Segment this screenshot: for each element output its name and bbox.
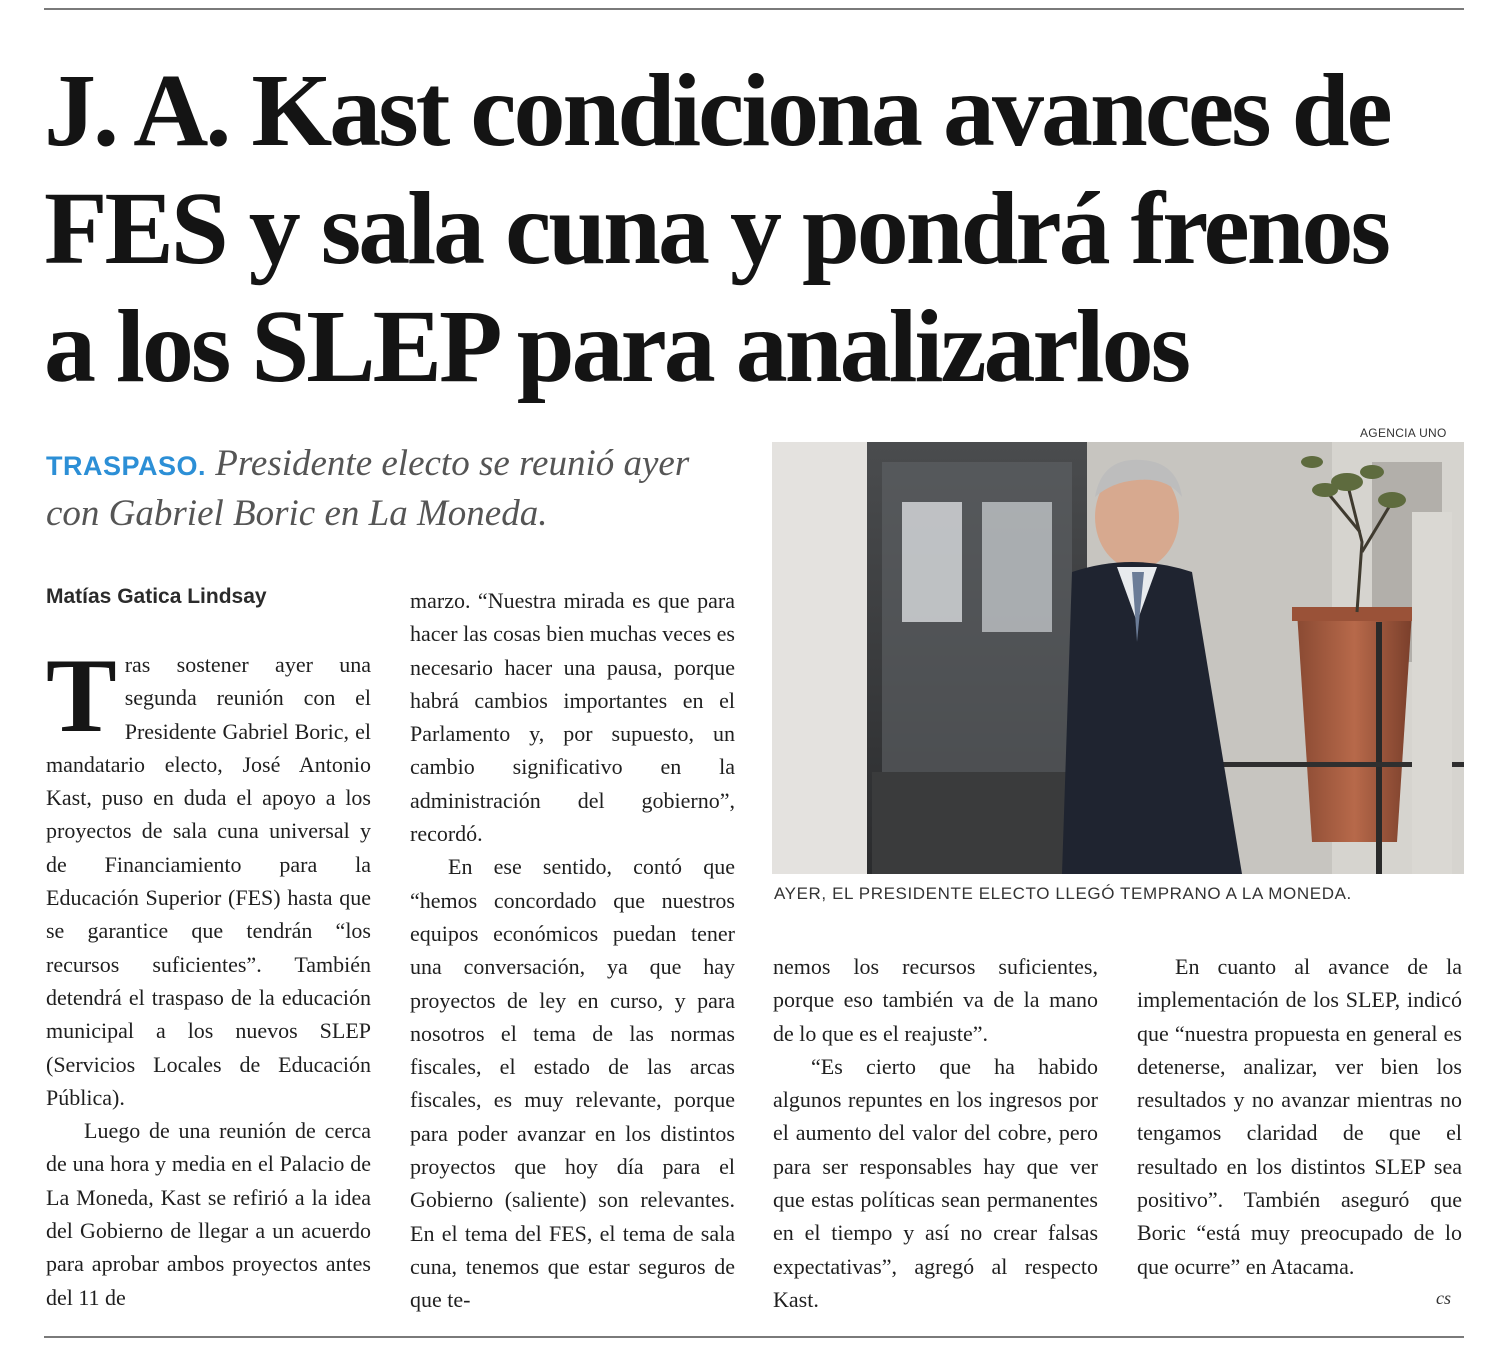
byline: Matías Gatica Lindsay [46,585,267,608]
end-mark: cs [1436,1288,1451,1308]
headline [44,52,1464,406]
bottom-rule [44,1336,1464,1338]
column-1 [46,637,371,1314]
column-3-paragraph-2: “Es cierto que ha habido algunos repuntes en los ingresos por el aumento del valor del cobre, pero para ser responsables hay que ver que estas políticas sean permanentes en el tiempo y así no crear falsas expectativas”, agregó al respecto Kast. [773,1053,1098,1312]
column-3 [773,950,1098,1316]
column-3-paragraph-1: nemos los recursos suficientes, porque eso también va de la mano de lo que es el reajuste”. [773,954,1098,1046]
column-1-paragraph-1-text: ras sostener ayer una segunda reunión con el Presidente Gabriel Boric, el mandatario electo, José Antonio Kast, puso en duda el apoyo a los proyectos de sala cuna universal y de Financiamiento para la Educación Superior (FES) hasta que se garantice que tendrán “los recursos suficientes”. También detendrá el traspaso de la educación municipal a los nuevos SLEP (Servicios Locales de Educación Pública). [46,652,371,1110]
column-2-paragraph-2: En ese sentido, contó que “hemos concordado que nuestros equipos económicos puedan tener una conversación, ya que hay proyectos de ley en curso, y para nosotros el tema de las normas fiscales, el estado de las arcas fiscales, es muy relevante, porque para poder avanzar en los distintos proyectos que hoy día para el Gobierno (saliente) son relevantes. En el tema del FES, el tema de sala cuna, tenemos que estar seguros de que te- [410,854,735,1313]
column-2 [410,584,735,1317]
headline-line-3: a los SLEP para analizarlos [44,289,1189,404]
kicker-tag: TRASPASO. [46,451,207,481]
news-photo [772,442,1464,874]
kicker [46,440,746,537]
photo-illustration [772,442,1464,874]
column-2-paragraph-1: marzo. “Nuestra mirada es que para hacer las cosas bien muchas veces es necesario hacer una pausa, porque habrá cambios importantes en el Parlamento y, por supuesto, un cambio significativo en la administración del gobierno”, recordó. [410,588,735,847]
column-4-paragraph-1: En cuanto al avance de la implementación de los SLEP, indicó que “nuestra propuesta en general es detenerse, analizar, ver bien los resultados y no avanzar mientras no tengamos claridad de que el resultado en los distintos SLEP sea positivo”. También aseguró que Boric “está muy preocupado de lo que ocurre” en Atacama. [1137,954,1462,1279]
headline-line-1: J. A. Kast condiciona avances de [44,53,1390,168]
column-1-paragraph-1 [46,637,371,1114]
column-4 [1137,950,1462,1283]
photo-caption: AYER, EL PRESIDENTE ELECTO LLEGÓ TEMPRANO A LA MONEDA. [774,884,1352,903]
photo-credit: AGENCIA UNO [1360,426,1447,440]
column-1-paragraph-2: Luego de una reunión de cerca de una hora y media en el Palacio de La Moneda, Kast se refirió a la idea del Gobierno de llegar a un acuerdo para aprobar ambos proyectos antes del 11 de [46,1118,371,1310]
drop-cap: T [46,637,117,754]
kicker-text: Presidente electo se reunió ayer con Gabriel Boric en La Moneda. [46,443,690,534]
headline-line-2: FES y sala cuna y pondrá frenos [44,171,1389,286]
top-rule [44,8,1464,10]
